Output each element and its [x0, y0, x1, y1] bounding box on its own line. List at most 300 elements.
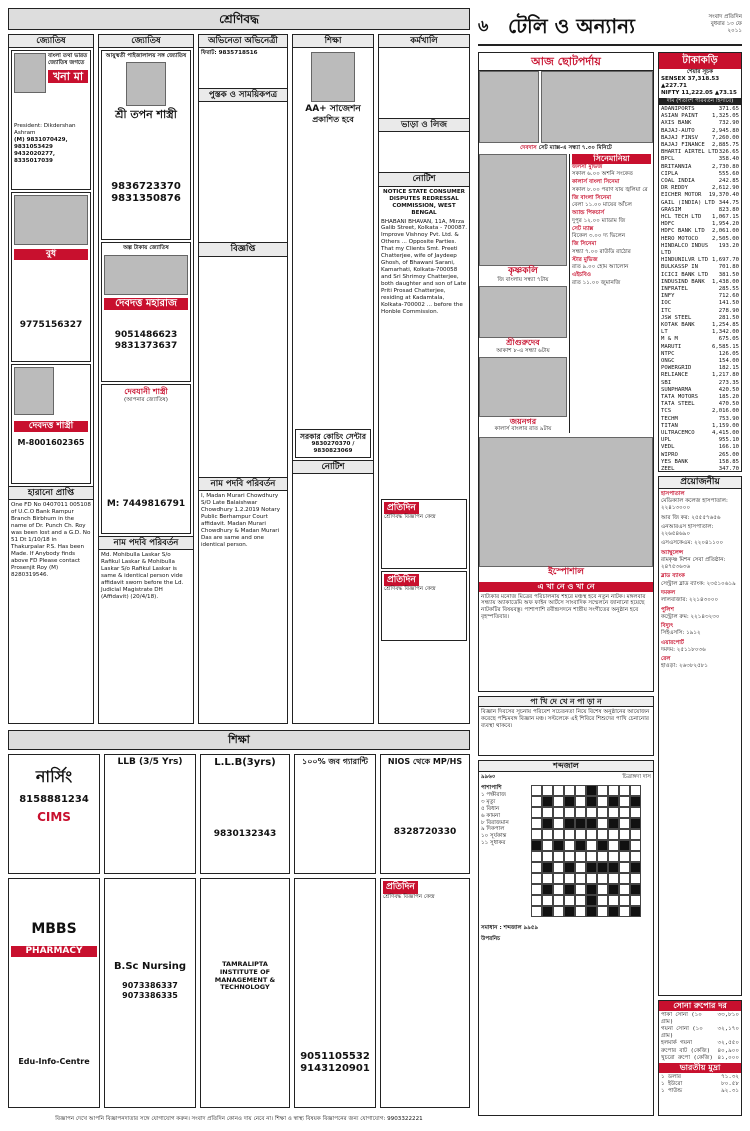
priority-text: সিইএসসি: ১৯১২ [661, 630, 701, 637]
name-change-header: নাম পদবি পরিবর্তন [99, 536, 193, 550]
show-time: জি বাংলায় সন্ধ্যা ৭টায় [497, 276, 549, 283]
crossword-cell[interactable] [608, 851, 619, 862]
notice-section [199, 257, 287, 477]
crossword-cell[interactable] [597, 895, 608, 906]
priority-text: মেডিক্যাল কলেজ হাসপাতাল: ২২৪১৩০০০ [661, 498, 728, 512]
priority-item [661, 623, 739, 638]
stock-name: POWERGRID [661, 365, 692, 372]
gold-value: ৩২,৫৫০ [717, 1040, 739, 1047]
stock-price: 126.05 [718, 350, 739, 357]
crossword-cell[interactable] [553, 906, 564, 917]
stock-price: 326.65 [718, 149, 739, 156]
stock-row [661, 336, 739, 343]
priority-title: হাসপাতাল [661, 490, 685, 497]
cinema-box [569, 154, 653, 433]
stock-row [661, 171, 739, 178]
bsc-phone: 9073386337 [122, 981, 178, 990]
show-title: শ্রীগুরুদেব [506, 337, 540, 347]
crossword-cell[interactable] [575, 895, 586, 906]
stock-name: BHARTI AIRTEL LTD [661, 149, 719, 156]
tv-section [478, 52, 654, 692]
astro-ad-name: দেবদত্ত শাস্ত্রী [14, 421, 88, 432]
astrologer-photo [126, 62, 166, 106]
stock-name: BULKASSP IN [661, 264, 699, 271]
stock-name: ASIAN PAINT [661, 113, 699, 120]
crossword-cell[interactable] [575, 807, 586, 818]
crossword-cell[interactable] [542, 840, 553, 851]
show-photo [479, 154, 567, 266]
crossword-cell[interactable] [597, 884, 608, 895]
stock-name: RELIANCE [661, 372, 688, 379]
crossword-block [630, 906, 641, 917]
stock-name: TATA STEEL [661, 401, 695, 408]
stock-name: HINDALCO INDUS LTD [661, 242, 709, 256]
crossword-cell[interactable] [630, 873, 641, 884]
stock-price: 1,438.00 [712, 278, 739, 285]
education-banner [8, 730, 470, 750]
crossword-cell[interactable] [564, 807, 575, 818]
crossword-across-label: পাশাপাশি [481, 784, 502, 791]
stock-row [661, 293, 739, 300]
currency-label: ১ পাউন্ড [661, 1088, 683, 1095]
crossword-cell[interactable] [575, 873, 586, 884]
stock-row [661, 236, 739, 243]
education-banner-title: শিক্ষা [228, 733, 250, 746]
crossword-cell[interactable] [531, 818, 542, 829]
nifty-value: NIFTY 11,222.05 ▲73.15 [661, 89, 737, 96]
astro-ad-name: শ্রী তপন শাস্ত্রী [115, 108, 177, 122]
ad-phone: M: 7449816791 [106, 498, 186, 509]
crossword-cell[interactable] [630, 807, 641, 818]
khaane-text: নাট্যকার মনোজ মিত্রের পরিচালনায় শহরে মঞ্চস্থ হবে নতুন নাটক। মঙ্গলবার সন্ধ্যায় অ্যাকাডেমি অফ ফাইন আর্টসে সাংবাদিক সম্মেলনে জানানো হয়েছে নাটকটির বিষয়বস্তু। পাশাপাশি রবীন্দ্রসদনে শাস্ত্রীয় সংগীতের অনুষ্ঠান হবে বৃহস্পতিবার। [481, 593, 646, 621]
stock-row [661, 185, 739, 192]
nios-ad [380, 754, 470, 874]
crossword-cell[interactable] [608, 840, 619, 851]
nursing-title: নার্সিং [35, 767, 73, 786]
ad-phone: 9831350876 [111, 193, 181, 205]
stock-price: 2,730.80 [712, 163, 739, 170]
crossword-cell[interactable] [564, 785, 575, 796]
pratidin-sub: শ্রেণিবদ্ধ বিজ্ঞাপন কেন্দ্র [383, 893, 435, 900]
stock-name: ITC [661, 307, 672, 314]
crossword-cell[interactable] [597, 906, 608, 917]
actor-phone: ফিরাট: 9835718516 [201, 50, 258, 57]
stock-name: ULTRACEMCO [661, 430, 695, 437]
cinema-item [572, 241, 651, 256]
stock-name: ADANIPORTS [661, 105, 695, 112]
crossword-cell[interactable] [597, 818, 608, 829]
actor-column [198, 34, 288, 724]
crossword-clue: ১ পক্ষীরাজ [481, 791, 507, 798]
stock-row [661, 142, 739, 149]
crossword-cell[interactable] [619, 807, 630, 818]
crossword-cell[interactable] [619, 862, 630, 873]
stock-name: MARUTI [661, 343, 682, 350]
cinema-text: সকাল ৬.০০ অশনি সংকেত [572, 171, 633, 178]
priority-title: এয়ারপোর্ট [661, 639, 684, 646]
crossword-cell[interactable] [575, 884, 586, 895]
crossword-cell[interactable] [542, 785, 553, 796]
stock-name: SUNPHARMA [661, 386, 692, 393]
crossword-cell[interactable] [531, 851, 542, 862]
crossword-cell[interactable] [630, 851, 641, 862]
crossword-cell[interactable] [542, 895, 553, 906]
llb-title: LLB (3/5 Yrs) [117, 757, 183, 767]
crossword-cell[interactable] [553, 895, 564, 906]
crossword-cell[interactable] [553, 818, 564, 829]
crossword-block [619, 840, 630, 851]
crossword-cell[interactable] [630, 840, 641, 851]
job-guarantee-title: ১০০% জব গ্যারান্টি [302, 757, 368, 766]
notice-article [379, 187, 469, 497]
books-section [199, 102, 287, 242]
crossword-cell[interactable] [575, 829, 586, 840]
crossword-cell[interactable] [597, 829, 608, 840]
mphsa-ad [294, 878, 376, 1108]
crossword-cell[interactable] [630, 895, 641, 906]
show-title: ইস্পোশাল [548, 567, 584, 578]
crossword-cell[interactable] [553, 796, 564, 807]
priority-title: রেল [661, 656, 671, 663]
priority-item [661, 524, 739, 539]
stock-row [661, 113, 739, 120]
stock-price: 273.35 [718, 379, 739, 386]
stock-name: VEDL [661, 444, 675, 451]
crossword-cell[interactable] [564, 895, 575, 906]
stock-price: 265.00 [718, 451, 739, 458]
llb-phone: 9830132343 [213, 829, 277, 839]
pratidin-sub: শ্রেণিবদ্ধ বিজ্ঞাপন কেন্দ্র [384, 586, 436, 593]
gold-list [659, 1011, 741, 1063]
astro-ad-tapan [101, 50, 191, 240]
stock-name: EICHER MOTOR [661, 192, 702, 199]
crossword-cell[interactable] [542, 851, 553, 862]
stock-price: 158.85 [718, 458, 739, 465]
cinema-item [572, 195, 651, 210]
crossword-row [531, 906, 649, 917]
crossword-cell[interactable] [575, 796, 586, 807]
crossword-cell[interactable] [608, 807, 619, 818]
priority-text: রামকৃষ্ণ মিশন সেবা প্রতিষ্ঠান: ২৪৭৫৩৬৩৬ [661, 556, 726, 571]
priority-item [661, 607, 739, 622]
stock-price: 1,325.05 [712, 113, 739, 120]
gold-label: পাকা সোনা (১০ গ্রাম) [661, 1011, 702, 1025]
crossword-cell[interactable] [531, 829, 542, 840]
priority-title: বিদ্যুৎ [661, 623, 674, 630]
stock-name: NTPC [661, 350, 675, 357]
crossword-cell[interactable] [619, 906, 630, 917]
teaching-ad [293, 48, 373, 126]
crossword-block [586, 884, 597, 895]
crossword-cell[interactable] [619, 884, 630, 895]
stock-price: 2,505.00 [712, 235, 739, 242]
market-logo: টাকাকড়ি [659, 53, 741, 69]
mbbs-title: MBBS [31, 921, 77, 937]
stock-row [661, 365, 739, 372]
market-header: দাম (শতাংশ পরিবর্তন হিসাবে) [659, 98, 741, 105]
ad-image [14, 195, 88, 245]
cinema-item [572, 179, 651, 194]
crossword-block [597, 862, 608, 873]
show-photo [479, 357, 567, 417]
crossword-cell[interactable] [575, 906, 586, 917]
crossword-block [575, 840, 586, 851]
crossword-cell[interactable] [597, 873, 608, 884]
stock-price: 141.50 [718, 300, 739, 307]
astro-ad-bud [11, 192, 91, 362]
stock-price: 2,885.75 [712, 141, 739, 148]
crossword-cell[interactable] [586, 873, 597, 884]
teacher-photo [311, 52, 355, 102]
stock-row [661, 452, 739, 459]
crossword-cell[interactable] [608, 873, 619, 884]
crossword-cell[interactable] [597, 796, 608, 807]
show-title: দেবদাস [520, 145, 537, 152]
crossword-header: শব্দজাল [479, 761, 653, 772]
crossword-row [531, 818, 649, 829]
classified-banner [8, 8, 470, 30]
crossword-block [586, 796, 597, 807]
stock-row [661, 272, 739, 279]
books-header: পুস্তক ও সাময়িকপত্র [199, 88, 287, 102]
crossword-cell[interactable] [619, 818, 630, 829]
stock-row [661, 315, 739, 322]
crossword-cell[interactable] [553, 873, 564, 884]
crossword-row [531, 840, 649, 851]
priority-text: আর জি কর: ২৫৫৫৭৬৫৬ [661, 514, 721, 521]
crossword-block [608, 862, 619, 873]
show-time: সেট ম্যাক্স-এ সন্ধ্যা ৭.৩০ মিনিটে [538, 145, 612, 152]
name-change-header-2: নাম পদবি পরিবর্তন [199, 477, 287, 491]
priority-item [661, 550, 739, 572]
astro-ad-name: বুধ [14, 249, 88, 260]
stock-price: 7,260.00 [712, 134, 739, 141]
crossword-cell[interactable] [542, 807, 553, 818]
cinema-text: বিকেল ৩.০০ দ্য ভিলেন [572, 233, 626, 240]
pharmacy-title: PHARMACY [11, 946, 97, 957]
crossword-cell[interactable] [586, 829, 597, 840]
stock-row [661, 264, 739, 271]
gold-value: ৪১,০০০ [717, 1054, 739, 1061]
crossword-cell[interactable] [608, 895, 619, 906]
ad-phone: 9831373637 [114, 340, 178, 351]
crossword-cell[interactable] [597, 785, 608, 796]
stock-price: 823.80 [718, 206, 739, 213]
crossword-cell[interactable] [531, 906, 542, 917]
stock-row [661, 437, 739, 444]
notice3-header: নোটিশ [293, 460, 373, 474]
stock-name: ONGC [661, 358, 675, 365]
crossword-clue: ৬ কামনা [481, 812, 501, 819]
stock-row [661, 200, 739, 207]
priority-text: এনআরএস হাসপাতাল: ২২৬৫৪৬৯০ [661, 523, 714, 538]
cinema-text: সন্ধ্যা ৭.০০ রাউডি রাঠোর [572, 248, 631, 255]
pakhi-section [478, 696, 654, 756]
stock-price: 1,254.85 [712, 322, 739, 329]
stock-row [661, 300, 739, 307]
priority-title: অ্যাম্বুলেন্স [661, 549, 684, 556]
crossword-row [531, 873, 649, 884]
tv-header: আজ ছোটপর্দায় [479, 53, 653, 71]
stock-row [661, 221, 739, 228]
crossword-cell[interactable] [597, 851, 608, 862]
gold-section [658, 1000, 742, 1116]
stock-name: HCL TECH LTD [661, 213, 702, 220]
actor-ad [199, 48, 287, 88]
stock-price: 675.05 [718, 336, 739, 343]
crossword-cell[interactable] [586, 851, 597, 862]
crossword-cell[interactable] [575, 851, 586, 862]
pratidin-label: প্রতিদিন [383, 881, 418, 894]
stock-name: YES BANK [661, 458, 688, 465]
paper-name: সংবাদ প্রতিদিন [708, 14, 742, 20]
crossword-cell[interactable] [553, 862, 564, 873]
crossword-cell[interactable] [564, 829, 575, 840]
currency-label: ১ ইউরো [661, 1080, 683, 1087]
stock-name: COAL INDIA [661, 177, 695, 184]
crossword-cell[interactable] [553, 851, 564, 862]
stock-price: 1,159.00 [712, 422, 739, 429]
lost-text: One FD No 0407011 005108 of U.C.O Bank Rampur Branch Birbhum in the name of Dr. Punch Ch. Roy was been lost and a G.D. No 51 Dt 1/10/18 in Thakurpalar P.S. Has been Made. If Anybody finds above FD Please contact Prosenjit Roy (M) 8280319546. [11, 502, 91, 579]
stock-price: 166.10 [718, 444, 739, 451]
stock-name: GAIL (INDIA) LTD [661, 199, 715, 206]
crossword-cell[interactable] [531, 785, 542, 796]
crossword-cell[interactable] [586, 807, 597, 818]
crossword-block [542, 862, 553, 873]
crossword-cell[interactable] [619, 796, 630, 807]
crossword-cell[interactable] [619, 895, 630, 906]
stock-price: 1,217.80 [712, 372, 739, 379]
stock-name: GRASIM [661, 206, 682, 213]
astrologer-photo [14, 367, 54, 415]
priority-title: দমকল [661, 589, 676, 596]
crossword-row [531, 796, 649, 807]
crossword-cell[interactable] [619, 785, 630, 796]
crossword-cell[interactable] [575, 785, 586, 796]
crossword-cell[interactable] [531, 796, 542, 807]
education-grid [8, 754, 470, 1114]
stock-row [661, 308, 739, 315]
crossword-cell[interactable] [531, 807, 542, 818]
crossword-cell[interactable] [597, 807, 608, 818]
astrologer-photo [104, 255, 188, 295]
crossword-cell[interactable] [531, 884, 542, 895]
cinema-item [572, 257, 651, 272]
stock-price: 1,954.20 [712, 221, 739, 228]
stock-row [661, 401, 739, 408]
priority-item [661, 590, 739, 605]
crossword-cell[interactable] [630, 785, 641, 796]
gold-label: হলমার্ক গয়না [661, 1040, 693, 1047]
market-section [658, 52, 742, 472]
crossword-cell[interactable] [564, 873, 575, 884]
show-photo [479, 71, 539, 143]
crossword-cell[interactable] [553, 884, 564, 895]
gold-value: ৪০,৯০০ [717, 1047, 739, 1054]
stock-row [661, 444, 739, 451]
stock-name: BPCL [661, 156, 675, 163]
page-number: ৬ [478, 16, 489, 35]
stock-name: UPL [661, 437, 672, 444]
astro-ad-name: দেবদত্ত মহারাজ [104, 298, 188, 310]
pratidin-box [381, 499, 467, 569]
stock-price: 347.70 [718, 466, 739, 473]
crossword-cell[interactable] [564, 851, 575, 862]
crossword-cell[interactable] [531, 862, 542, 873]
crossword-grid[interactable] [529, 783, 651, 919]
astro-header-2: জ্যোতিষ [99, 35, 193, 48]
bsc-title: B.Sc Nursing [113, 961, 187, 972]
crossword-cell[interactable] [553, 785, 564, 796]
stock-row [661, 387, 739, 394]
currency-value: ৭১.৩২ [721, 1073, 739, 1080]
crossword-cell[interactable] [608, 785, 619, 796]
crossword-row [531, 829, 649, 840]
crossword-cell[interactable] [531, 873, 542, 884]
teaching-sub: প্রকাশিত হবে [312, 114, 354, 124]
crossword-cell[interactable] [575, 862, 586, 873]
crossword-cell[interactable] [542, 829, 553, 840]
stock-price: 1,342.00 [712, 329, 739, 336]
notice-header: বিজ্ঞপ্তি [199, 242, 287, 256]
stock-price: 19,370.40 [708, 192, 739, 199]
stock-name: M & M [661, 336, 678, 343]
stock-list [659, 106, 741, 473]
cinema-channel: সেট ম্যাক্স [572, 225, 594, 232]
crossword-cell[interactable] [630, 829, 641, 840]
crossword-cell[interactable] [531, 895, 542, 906]
cinema-text: দুপুর ১২.০০ ম্যাডাম জি [572, 217, 626, 224]
crossword-cell[interactable] [586, 840, 597, 851]
priority-text: এসএসকেএম: ২২০৪১১০০ [661, 540, 724, 547]
right-page [478, 8, 742, 1128]
stock-price: 358.40 [718, 156, 739, 163]
crossword-row [531, 785, 649, 796]
crossword-cell[interactable] [608, 829, 619, 840]
stock-row [661, 286, 739, 293]
crossword-cell[interactable] [619, 829, 630, 840]
madan-text: I, Madan Murari Chowdhury S/O Late Balaishwar Chowdhury 1.2.2019 Notary Public Berhampur Court affidavit. Madan Murari Chowdhury & Madan Murari Das are same and one identical person. [201, 492, 281, 548]
crossword-block [531, 840, 542, 851]
crossword-cell[interactable] [619, 873, 630, 884]
nursing-brand: CIMS [37, 810, 71, 825]
market-sub: শেয়ার সূচক [686, 69, 714, 75]
crossword-cell[interactable] [564, 840, 575, 851]
crossword-block [542, 818, 553, 829]
astro-ad-debjani [101, 384, 191, 534]
priority-text: হাওড়া: ২৬৩৮২৫৮১ [661, 663, 709, 670]
edu-info: Edu-Info-Centre [18, 1056, 90, 1066]
crossword-cell[interactable] [553, 807, 564, 818]
crossword-cell[interactable] [553, 829, 564, 840]
crossword-down-label: উপরনিচ [481, 935, 501, 942]
crossword-cell[interactable] [542, 873, 553, 884]
stock-name: ICICI BANK LTD [661, 271, 709, 278]
cinema-item [572, 226, 651, 241]
nursing-phone: 8158881234 [19, 794, 89, 806]
crossword-block [553, 840, 564, 851]
stock-name: BAJAJ FINANCE [661, 141, 705, 148]
crossword-cell[interactable] [619, 851, 630, 862]
crossword-answer-label: সমাধান : শব্দজাল ৯৯৫৯ [481, 924, 539, 931]
crossword-block [542, 796, 553, 807]
pratidin-edu-box [380, 878, 470, 1108]
teaching-name: AA+ সাজেশন [305, 104, 361, 115]
show-time: কালার্স বাংলার রাত ৯টায় [494, 426, 552, 433]
stock-name: TITAN [661, 422, 678, 429]
gold-value: ৩২,১৭০ [717, 1026, 739, 1032]
cinema-channel: এইচবিও [572, 272, 592, 279]
